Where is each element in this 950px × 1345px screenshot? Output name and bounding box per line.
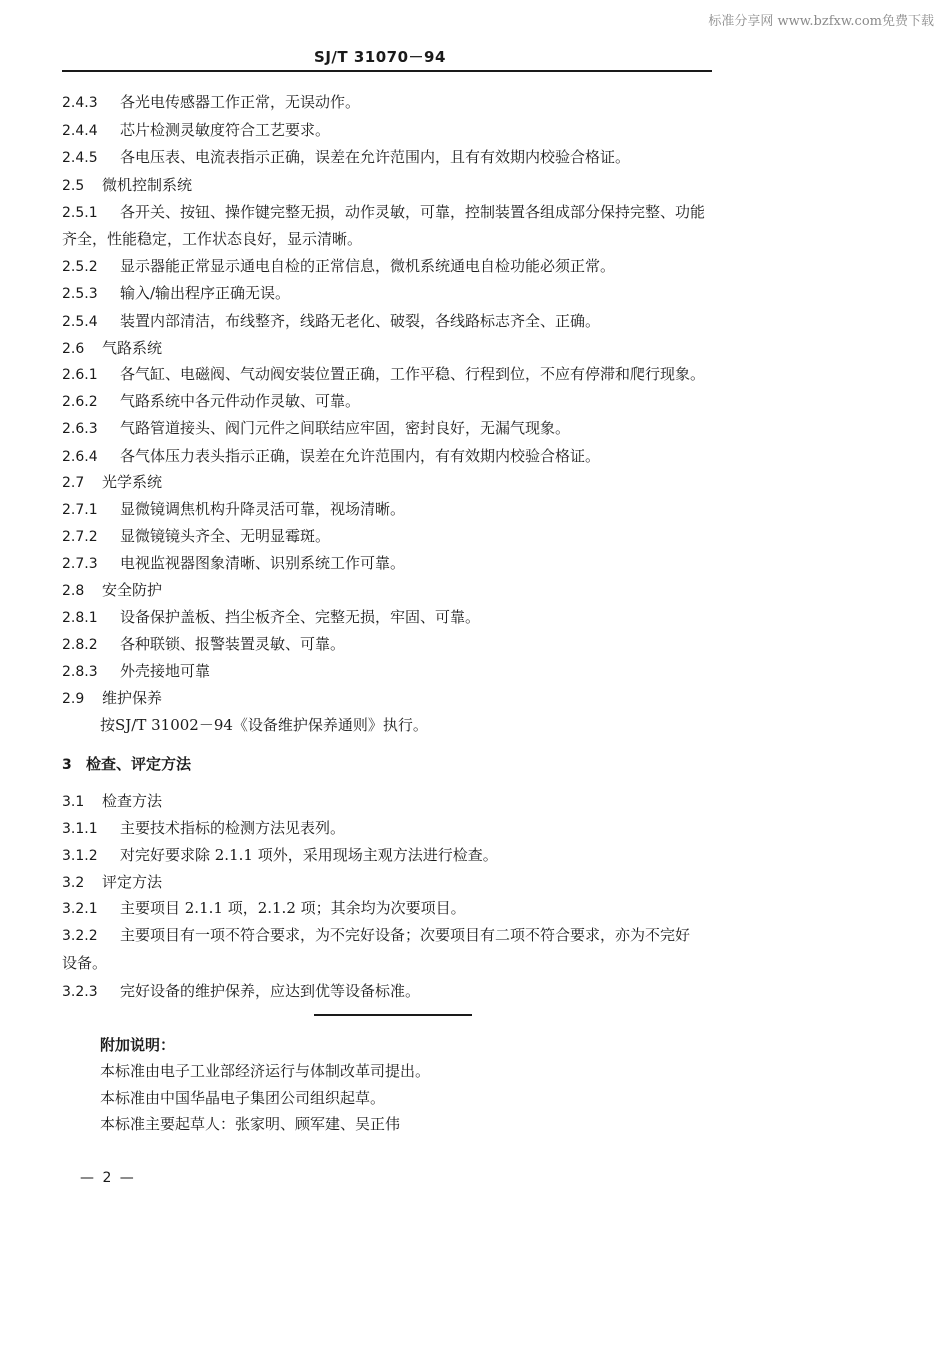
section-2-5 bbox=[62, 175, 192, 196]
clause-2-4-5 bbox=[62, 147, 630, 168]
clause-2-6-4 bbox=[62, 446, 600, 467]
clause-text: 显微镜镜头齐全、无明显霉斑。 bbox=[120, 527, 331, 545]
clause-text: 对完好要求除 2.1.1 项外，采用现场主观方法进行检查。 bbox=[120, 846, 498, 864]
clause-2-7-2 bbox=[62, 526, 330, 547]
section-2-9 bbox=[62, 688, 162, 709]
section-3-2 bbox=[62, 872, 162, 893]
clause-2-8-3 bbox=[62, 661, 210, 682]
clause-number: 2.4.5 bbox=[62, 150, 98, 166]
clause-text: 按SJ/T 31002－94《设备维护保养通则》执行。 bbox=[100, 716, 428, 734]
clause-text: 主要技术指标的检测方法见表列。 bbox=[120, 819, 346, 837]
clause-2-5-4 bbox=[62, 311, 600, 332]
clause-number: 2.5.4 bbox=[62, 314, 98, 330]
clause-text: 各光电传感器工作正常，无误动作。 bbox=[120, 93, 361, 111]
end-rule bbox=[314, 1014, 472, 1016]
clause-number: 2.4.4 bbox=[62, 123, 98, 139]
clause-number: 2.6.3 bbox=[62, 421, 98, 437]
clause-text: 安全防护 bbox=[102, 581, 163, 599]
clause-text: 设备。 bbox=[62, 954, 108, 972]
clause-number: 2.5.3 bbox=[62, 286, 98, 302]
clause-number: 2.6.1 bbox=[62, 367, 98, 383]
clause-text: 气路系统 bbox=[102, 339, 163, 357]
section-2-8 bbox=[62, 580, 162, 601]
clause-text: 主要项目 2.1.1 项，2.1.2 项；其余均为次要项目。 bbox=[120, 899, 466, 917]
clause-text: 检查、评定方法 bbox=[86, 755, 192, 773]
clause-text: 光学系统 bbox=[102, 473, 163, 491]
note-item: 本标准由电子工业部经济运行与体制改革司提出。 bbox=[100, 1062, 431, 1080]
clause-text: 外壳接地可靠 bbox=[120, 662, 211, 680]
clause-number: 3.1.1 bbox=[62, 821, 98, 837]
page-number: — 2 — bbox=[80, 1170, 136, 1186]
clause-number: 2.6.4 bbox=[62, 449, 98, 465]
clause-text: 微机控制系统 bbox=[102, 176, 193, 194]
clause-2-5-1-cont bbox=[62, 229, 362, 249]
clause-number: 3.2 bbox=[62, 875, 85, 891]
clause-text: 显示器能正常显示通电自检的正常信息，微机系统通电自检功能必须正常。 bbox=[120, 257, 616, 275]
clause-2-6-2 bbox=[62, 391, 360, 412]
clause-number: 2.8 bbox=[62, 583, 85, 599]
clause-text: 完好设备的维护保养，应达到优等设备标准。 bbox=[120, 982, 421, 1000]
clause-text: 各种联锁、报警装置灵敏、可靠。 bbox=[120, 635, 346, 653]
clause-number: 3.1.2 bbox=[62, 848, 98, 864]
clause-number: 3.2.3 bbox=[62, 984, 98, 1000]
header-rule bbox=[62, 70, 712, 72]
clause-text: 检查方法 bbox=[102, 792, 163, 810]
clause-2-8-2 bbox=[62, 634, 345, 655]
clause-3-1-1 bbox=[62, 818, 345, 839]
clause-3-2-1 bbox=[62, 898, 466, 919]
clause-text: 各开关、按钮、操作键完整无损，动作灵敏，可靠，控制装置各组成部分保持完整、功能 bbox=[120, 203, 706, 221]
clause-text: 芯片检测灵敏度符合工艺要求。 bbox=[120, 121, 331, 139]
section-2-6 bbox=[62, 338, 162, 359]
clause-2-5-2 bbox=[62, 256, 615, 277]
clause-2-9-body bbox=[100, 715, 428, 735]
clause-number: 2.9 bbox=[62, 691, 85, 707]
clause-text: 气路系统中各元件动作灵敏、可靠。 bbox=[120, 392, 361, 410]
document-code: SJ/T 31070－94 bbox=[314, 48, 446, 66]
clause-2-4-3 bbox=[62, 92, 360, 113]
clause-2-4-4 bbox=[62, 120, 330, 141]
clause-number: 2.7.2 bbox=[62, 529, 98, 545]
clause-text: 设备保护盖板、挡尘板齐全、完整无损，牢固、可靠。 bbox=[120, 608, 481, 626]
clause-3-1-2 bbox=[62, 845, 498, 866]
clause-2-7-1 bbox=[62, 499, 405, 520]
watermark: 标准分享网 www.bzfxw.com免费下载 bbox=[708, 14, 934, 29]
clause-number: 3 bbox=[62, 757, 72, 773]
clause-3-2-2 bbox=[62, 925, 690, 946]
clause-text: 显微镜调焦机构升降灵活可靠，视场清晰。 bbox=[120, 500, 406, 518]
clause-text: 气路管道接头、阀门元件之间联结应牢固，密封良好，无漏气现象。 bbox=[120, 419, 571, 437]
clause-text: 电视监视器图象清晰、识别系统工作可靠。 bbox=[120, 554, 406, 572]
clause-number: 3.1 bbox=[62, 794, 85, 810]
clause-text: 各气体压力表头指示正确，误差在允许范围内，有有效期内校验合格证。 bbox=[120, 447, 601, 465]
clause-text: 输入/输出程序正确无误。 bbox=[120, 284, 291, 302]
clause-2-6-1 bbox=[62, 364, 705, 385]
clause-2-7-3 bbox=[62, 553, 405, 574]
clause-number: 2.7 bbox=[62, 475, 85, 491]
clause-text: 维护保养 bbox=[102, 689, 163, 707]
clause-text: 评定方法 bbox=[102, 873, 163, 891]
clause-number: 2.6.2 bbox=[62, 394, 98, 410]
clause-number: 3.2.1 bbox=[62, 901, 98, 917]
clause-number: 2.4.3 bbox=[62, 95, 98, 111]
note-item: 本标准由中国华晶电子集团公司组织起草。 bbox=[100, 1089, 386, 1107]
section-2-7 bbox=[62, 472, 162, 493]
section-3-heading bbox=[62, 754, 191, 775]
clause-text: 齐全，性能稳定，工作状态良好，显示清晰。 bbox=[62, 230, 363, 248]
clause-number: 3.2.2 bbox=[62, 928, 98, 944]
clause-number: 2.8.2 bbox=[62, 637, 98, 653]
clause-number: 2.5 bbox=[62, 178, 85, 194]
clause-number: 2.7.1 bbox=[62, 502, 98, 518]
notes-title: 附加说明： bbox=[100, 1036, 176, 1054]
clause-3-2-3 bbox=[62, 981, 420, 1002]
clause-text: 各气缸、电磁阀、气动阀安装位置正确，工作平稳、行程到位，不应有停滞和爬行现象。 bbox=[120, 365, 706, 383]
clause-number: 2.8.3 bbox=[62, 664, 98, 680]
clause-number: 2.7.3 bbox=[62, 556, 98, 572]
clause-text: 主要项目有一项不符合要求，为不完好设备；次要项目有二项不符合要求，亦为不完好 bbox=[120, 926, 691, 944]
clause-text: 装置内部清洁，布线整齐，线路无老化、破裂，各线路标志齐全、正确。 bbox=[120, 312, 601, 330]
clause-2-5-3 bbox=[62, 283, 290, 304]
clause-2-6-3 bbox=[62, 418, 570, 439]
clause-2-5-1 bbox=[62, 202, 705, 223]
clause-text: 各电压表、电流表指示正确，误差在允许范围内，且有有效期内校验合格证。 bbox=[120, 148, 631, 166]
clause-number: 2.5.1 bbox=[62, 205, 98, 221]
section-3-1 bbox=[62, 791, 162, 812]
clause-3-2-2-cont bbox=[62, 953, 107, 973]
clause-number: 2.5.2 bbox=[62, 259, 98, 275]
clause-number: 2.6 bbox=[62, 341, 85, 357]
clause-number: 2.8.1 bbox=[62, 610, 98, 626]
note-item: 本标准主要起草人：张家明、顾军建、吴正伟 bbox=[100, 1115, 401, 1133]
clause-2-8-1 bbox=[62, 607, 480, 628]
